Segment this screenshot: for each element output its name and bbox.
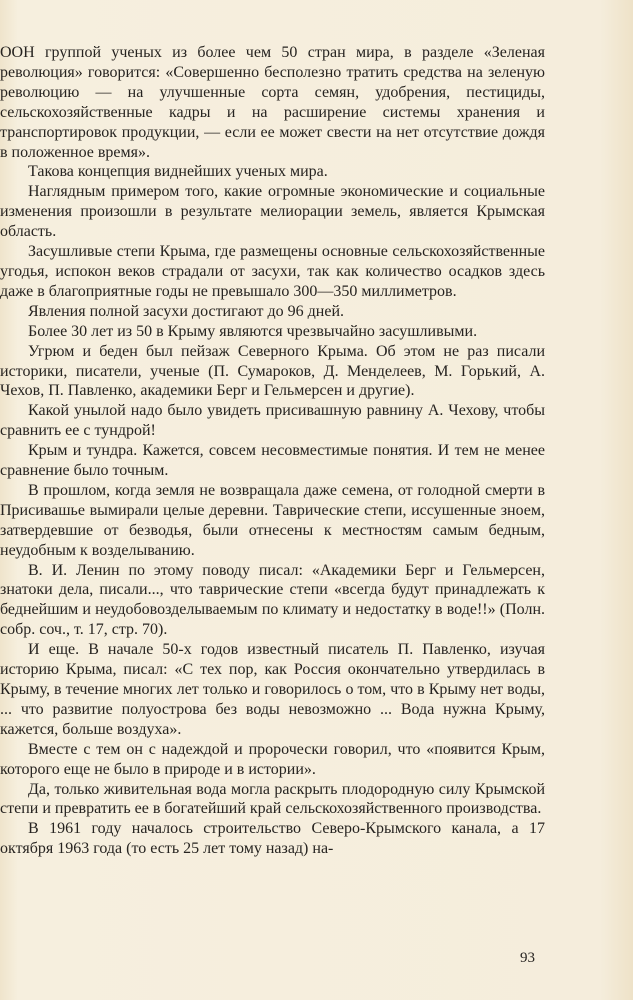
- paragraph: ООН группой ученых из более чем 50 стран мира, в разделе «Зеленая революция» говорится: «Совершенно бесполезно тратить средства на зеленую революцию — на улучшенные сорта семян, удобрения, пестициды, сельскохозяйственные кадры и на расширение системы хранения и транспортировок продукции, — если ее может свести на нет отсутствие дождя в положенное время».: [0, 44, 545, 161]
- paragraph: Наглядным примером того, какие огромные экономические и социальные изменения произошли в результате мелиорации земель, является Крымская область.: [0, 183, 545, 241]
- paragraph: И еще. В начале 50-х годов известный писатель П. Павленко, изучая историю Крыма, писал: «С тех пор, как Россия окончательно утвердилась в Крыму, в течение многих лет только и говорилось о том, что в Крыму нет воды, ... что развитие полуострова без воды невозможно ... Вода нужна Крыму, кажется, больше воздуха».: [0, 641, 545, 738]
- paragraph: Угрюм и беден был пейзаж Северного Крыма. Об этом не раз писали историки, писатели, ученые (П. Сумароков, Д. Менделеев, М. Горький, А. Чехов, П. Павленко, академики Берг и Гельмерсен и другие).: [0, 342, 545, 400]
- paragraph: В 1961 году началось строительство Северо-Крымского канала, а 17 октября 1963 года (то есть 25 лет тому назад) на-: [0, 820, 545, 858]
- paragraph: Крым и тундра. Кажется, совсем несовместимые понятия. И тем не менее сравнение было точным.: [0, 442, 545, 480]
- paragraph: Явления полной засухи достигают до 96 дней.: [28, 302, 345, 320]
- paragraph: Вместе с тем он с надеждой и пророчески говорил, что «появится Крым, которого еще не было в природе и в истории».: [0, 740, 545, 778]
- paragraph: Более 30 лет из 50 в Крыму являются чрезвычайно засушливыми.: [28, 322, 478, 340]
- paragraph: Какой унылой надо было увидеть присивашную равнину А. Чехову, чтобы сравнить ее с тундрой!: [0, 402, 545, 440]
- body-text: [0, 43, 545, 859]
- paragraph: Засушливые степи Крыма, где размещены основные сельскохозяйственные угодья, испокон веков страдали от засухи, так как количество осадков здесь даже в благоприятные годы не превышало 300—350 миллиметров.: [0, 243, 545, 300]
- page-number: 93: [520, 950, 535, 966]
- paragraph: В прошлом, когда земля не возвращала даже семена, от голодной смерти в Присивашье вымирали целые деревни. Таврические степи, иссушенные зноем, затвердевшие от безводья, были отнесены к местностям самым бедным, неудобным к возделыванию.: [0, 481, 545, 559]
- paragraph: В. И. Ленин по этому поводу писал: «Академики Берг и Гельмерсен, знатоки дела, писали..., что таврические степи «всегда будут принадлежать к беднейшим и неудобовозделываемым по климату и недостатку в воде!!» (Полн. собр. соч., т. 17, стр. 70).: [0, 561, 545, 639]
- paragraph: Такова концепция виднейших ученых мира.: [28, 163, 328, 181]
- paragraph: Да, только живительная вода могла раскрыть плодородную силу Крымской степи и превратить ее в богатейший край сельскохозяйственного производства.: [0, 780, 545, 818]
